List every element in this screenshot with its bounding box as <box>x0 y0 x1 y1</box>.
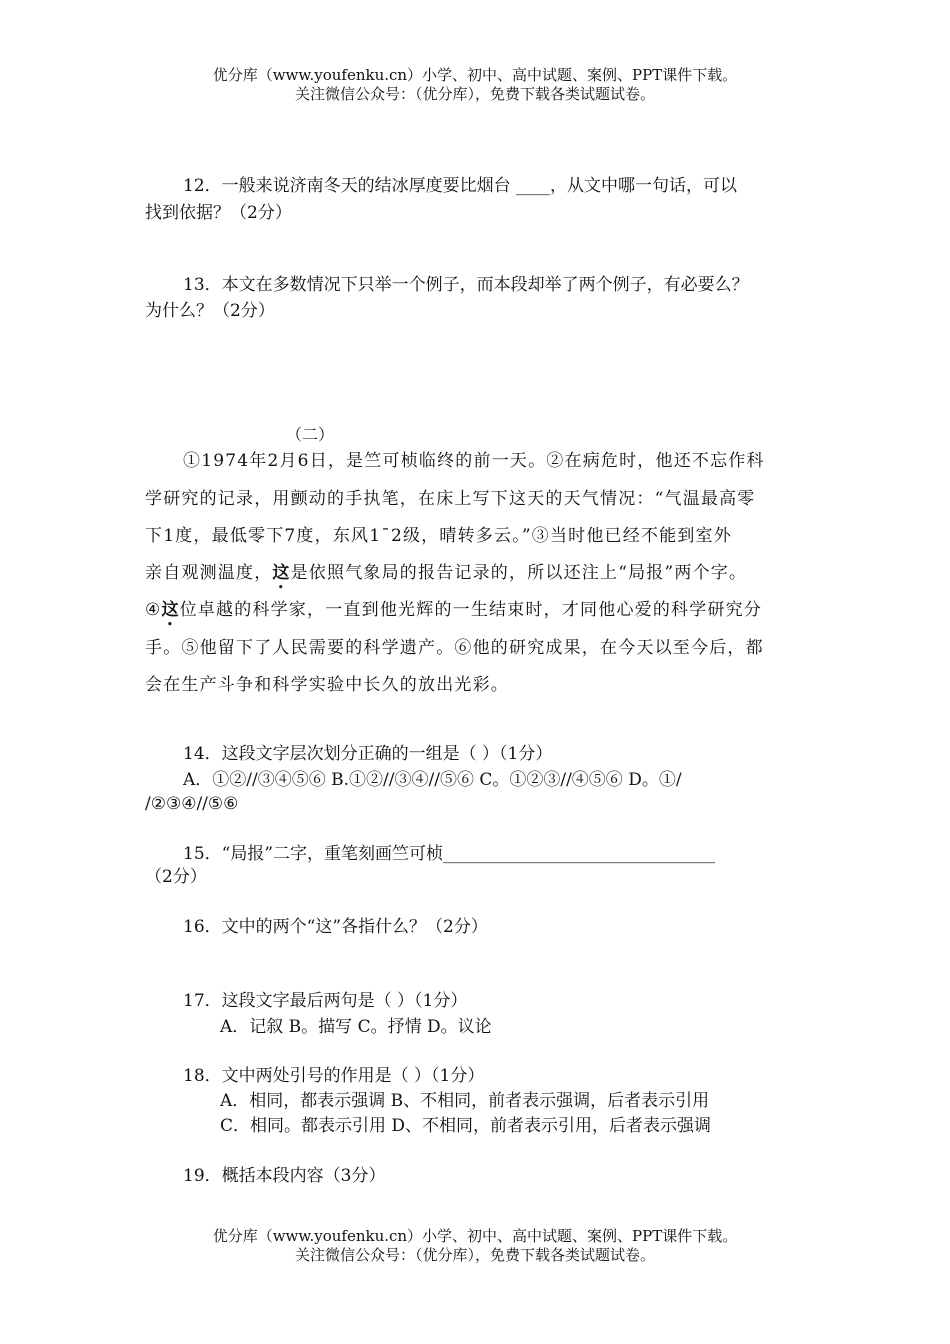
q17-stem: 17．这段文字最后两句是（ ）（1分） <box>183 991 468 1011</box>
footer-line-2: 关注微信公众号：（优分库），免费下载各类试题试卷。 <box>294 1246 655 1264</box>
passage-line-4-start: 亲自观测温度， <box>145 563 273 583</box>
q12-line-1: 12．一般来说济南冬天的结冰厚度要比烟台 ____，从文中哪一句话，可以 <box>183 176 738 196</box>
q15-line-1: 15．“局报”二字，重笔刻画竺可桢________________________________ <box>183 844 716 864</box>
passage-line-6: 手。⑤他留下了人民需要的科学遗产。⑥他的研究成果，在今天以至今后，都 <box>145 638 764 658</box>
q18-stem: 18．文中两处引号的作用是（ ）（1分） <box>183 1066 485 1086</box>
passage-line-5 <box>145 599 762 630</box>
footer-line-1: 优分库（www.youfenku.cn）小学、初中、高中试题、案例、PPT课件下载。 <box>212 1227 738 1245</box>
passage-line-4 <box>145 562 747 593</box>
emphasized-word: 这 <box>272 563 291 583</box>
q13-line-1: 13．本文在多数情况下只举一个例子，而本段却举了两个例子，有必要么？ <box>183 275 749 295</box>
q14-options-line-1: A．①②//③④⑤⑥ B.①②//③④//⑤⑥ C。①②③//④⑤⑥ D。①/ <box>183 770 682 790</box>
q18-option-ab: A．相同，都表示强调 B、不相同，前者表示强调，后者表示引用 <box>220 1091 710 1111</box>
q15-line-2: （2分） <box>145 867 207 887</box>
q13-line-2: 为什么？（2分） <box>145 301 275 321</box>
passage-line-5-start: ④ <box>145 600 162 620</box>
header-line-1: 优分库（www.youfenku.cn）小学、初中、高中试题、案例、PPT课件下载。 <box>212 66 738 84</box>
q12-line-2: 找到依据？（2分） <box>145 203 292 223</box>
passage-line-1: ①1974年2月6日，是竺可桢临终的前一天。②在病危时，他还不忘作科 <box>183 451 765 471</box>
passage-line-4-end: 是依照气象局的报告记录的，所以还注上“局报”两个字。 <box>290 563 748 583</box>
passage-line-5-end: 位卓越的科学家，一直到他光辉的一生结束时，才同他心爱的科学研究分 <box>179 600 763 620</box>
emphasized-word: 这 <box>161 600 180 620</box>
q16-line-1: 16．文中的两个“这”各指什么？（2分） <box>183 917 488 937</box>
q17-options: A．记叙 B。描写 C。抒情 D。议论 <box>220 1017 492 1037</box>
passage-line-2: 学研究的记录，用颤动的手执笔，在床上写下这天的天气情况：“气温最高零 <box>145 489 756 509</box>
header-line-2: 关注微信公众号：（优分库），免费下载各类试题试卷。 <box>294 85 655 103</box>
q18-option-cd: C．相同。都表示引用 D、不相同，前者表示引用，后者表示强调 <box>220 1116 712 1136</box>
section-title: （二） <box>286 425 335 444</box>
passage-line-3: 下1度，最低零下7度，东风1¯2级，晴转多云。”③当时他已经不能到室外 <box>145 526 732 546</box>
q19-stem: 19．概括本段内容（3分） <box>183 1166 386 1186</box>
passage-line-7: 会在生产斗争和科学实验中长久的放出光彩。 <box>145 675 509 695</box>
q14-stem: 14．这段文字层次划分正确的一组是（ ）（1分） <box>183 744 553 764</box>
q14-options-line-2: /②③④//⑤⑥ <box>145 794 239 814</box>
